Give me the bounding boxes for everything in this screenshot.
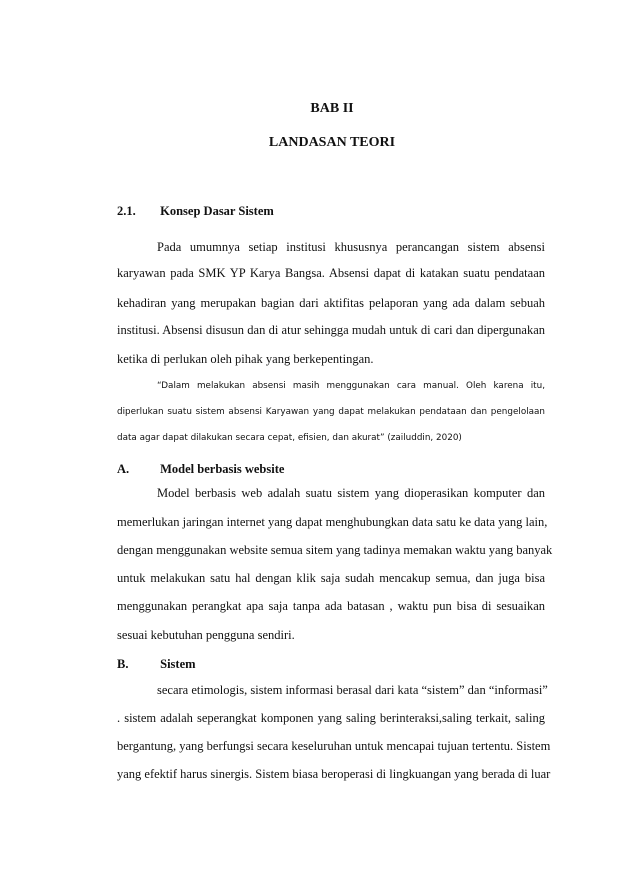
paragraph-line: bergantung, yang berfungsi secara keseluruhan untuk mencapai tujuan tertentu. Sistem: [117, 739, 551, 753]
paragraph-line: Pada umumnya setiap institusi khususnya perancangan sistem absensi: [157, 240, 545, 254]
section-number: B.: [117, 657, 129, 671]
paragraph-line: ketika di perlukan oleh pihak yang berkepentingan.: [117, 352, 374, 366]
section-number: A.: [117, 462, 130, 476]
paragraph-line: memerlukan jaringan internet yang dapat menghubungkan data satu ke data yang lain,: [117, 515, 548, 529]
section-title: Model berbasis website: [160, 462, 285, 476]
chapter-title: LANDASAN TEORI: [268, 135, 396, 150]
paragraph-line: menggunakan perangkat apa saja tanpa ada batasan , waktu pun bisa di sesuaikan: [117, 599, 545, 613]
section-heading-a: [117, 462, 284, 477]
section-heading-b: [117, 657, 196, 672]
paragraph-line: . sistem adalah seperangkat komponen yang saling berinteraksi,saling terkait, saling: [117, 711, 545, 725]
paragraph-line: Model berbasis web adalah suatu sistem yang dioperasikan komputer dan: [157, 486, 545, 500]
section-heading-2-1: [117, 204, 274, 219]
paragraph-line: untuk melakukan satu hal dengan klik saja sudah mencakup semua, dan juga bisa: [117, 571, 545, 585]
paragraph-line: kehadiran yang merupakan bagian dari aktifitas pelaporan yang ada dalam sebuah: [117, 296, 545, 310]
quote-line: data agar dapat dilakukan secara cepat, efisien, dan akurat” (zailuddin, 2020): [117, 433, 462, 443]
section-title: Konsep Dasar Sistem: [160, 204, 274, 218]
chapter-number: BAB II: [310, 101, 354, 116]
paragraph-line: sesuai kebutuhan pengguna sendiri.: [117, 628, 295, 642]
section-number: 2.1.: [117, 204, 136, 218]
paragraph-line: dengan menggunakan website semua sitem yang tadinya memakan waktu yang banyak: [117, 543, 553, 557]
paragraph-line: yang efektif harus sinergis. Sistem biasa beroperasi di lingkuangan yang berada di luar: [117, 767, 551, 781]
quote-line: diperlukan suatu sistem absensi Karyawan yang dapat melakukan pendataan dan pengelolaan: [117, 407, 545, 417]
paragraph-line: institusi. Absensi disusun dan di atur sehingga mudah untuk di cari dan dipergunakan: [117, 323, 545, 337]
section-title: Sistem: [160, 657, 196, 671]
paragraph-line: secara etimologis, sistem informasi berasal dari kata “sistem” dan “informasi”: [157, 683, 548, 697]
quote-line: “Dalam melakukan absensi masih menggunakan cara manual. Oleh karena itu,: [157, 381, 545, 391]
paragraph-line: karyawan pada SMK YP Karya Bangsa. Absensi dapat di katakan suatu pendataan: [117, 266, 545, 280]
